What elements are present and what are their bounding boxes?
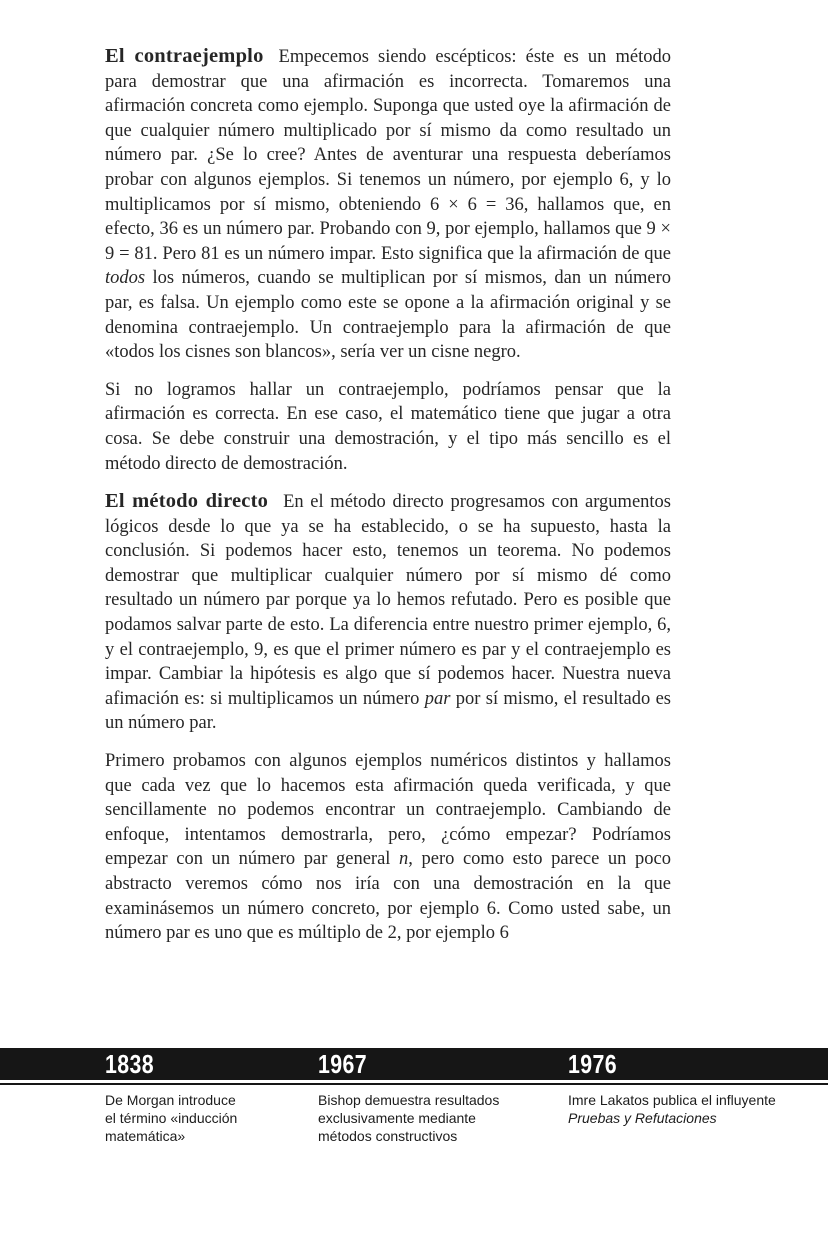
section-heading: El método directo	[105, 490, 269, 513]
timeline-description-line: Pruebas y Refutaciones	[568, 1110, 717, 1126]
timeline-description	[318, 1091, 499, 1145]
timeline-description-line: el término «inducción	[105, 1110, 238, 1126]
timeline-description-line: Bishop demuestra resultados	[318, 1092, 500, 1108]
timeline-description-line: matemática»	[105, 1128, 186, 1144]
article-text-column	[105, 44, 671, 946]
timeline-description-line: De Morgan introduce	[105, 1092, 236, 1108]
timeline-description-line: exclusivamente mediante	[318, 1110, 476, 1126]
timeline-entry	[318, 1048, 499, 1145]
paragraph: El contraejemplo Empecemos siendo escépticos: éste es un método para demostrar que una afirmación es incorrecta. Tomaremos una afirmación concreta como ejemplo. Suponga que usted oye la afirmación de que cualquier número multiplicado por sí mismo da como resultado un número par. ¿Se lo cree? Antes de aventurar una respuesta deberíamos probar con algunos ejemplos. Si tenemos un número, por ejemplo 6, y lo multiplicamos por sí mismo, obteniendo 6 × 6 = 36, hallamos que, en efecto, 36 es un número par. Probando con 9, por ejemplo, hallamos que 9 × 9 = 81. Pero 81 es un número impar. Esto significa que la afirmación de que todos los números, cuando se multiplican por sí mismos, dan un número par, es falsa. Un ejemplo como este se opone a la afirmación original y se denomina contraejemplo. Un contraejemplo para la afirmación de que «todos los cisnes son blancos», sería ver un cisne negro.	[105, 45, 671, 363]
timeline-description	[105, 1091, 237, 1145]
timeline-description	[568, 1091, 776, 1127]
paragraph: El método directo En el método directo progresamos con argumentos lógicos desde lo que ya se ha establecido, o se ha supuesto, hasta la conclusión. Si podemos hacer esto, tenemos un teorema. No podemos demostrar que multiplicar cualquier número por sí mismo dé como resultado un número par porque ya lo hemos refutado. Pero es posible que podamos salvar parte de esto. La diferencia entre nuestro primer ejemplo, 6, y el contraejemplo, 9, es que el primer número es par y el contraejemplo es impar. Cambiar la hipótesis es algo que sí podemos hacer. Nuestra nueva afimación es: si multiplicamos un número par por sí mismo, el resultado es un número par.	[105, 490, 671, 734]
timeline-description-line: Imre Lakatos publica el influyente	[568, 1092, 776, 1108]
timeline-year: 1967	[318, 1048, 368, 1079]
section-heading: El contraejemplo	[105, 45, 264, 67]
paragraph: Si no logramos hallar un contraejemplo, podríamos pensar que la afirmación es correcta. En ese caso, el matemático tiene que jugar a otra cosa. Se debe construir una demostración, y el tipo más sencillo es el método directo de demostración.	[105, 379, 671, 474]
timeline-year: 1976	[568, 1048, 618, 1079]
timeline-entry	[105, 1048, 237, 1145]
timeline-entry	[568, 1048, 776, 1127]
timeline-year: 1838	[105, 1048, 155, 1079]
paragraph: Primero probamos con algunos ejemplos numéricos distintos y hallamos que cada vez que lo hacemos esta afirmación queda verificada, y que sencillamente no podemos encontrar un contraejemplo. Cambiando de enfoque, intentamos demostrarla, pero, ¿cómo empezar? Podríamos empezar con un número par general n, pero como esto parece un poco abstracto veremos cómo nos iría con una demostración en la que examinásemos un número concreto, por ejemplo 6. Como usted sabe, un número par es uno que es múltiplo de 2, por ejemplo 6	[105, 751, 671, 944]
timeline-description-line: métodos constructivos	[318, 1128, 458, 1144]
